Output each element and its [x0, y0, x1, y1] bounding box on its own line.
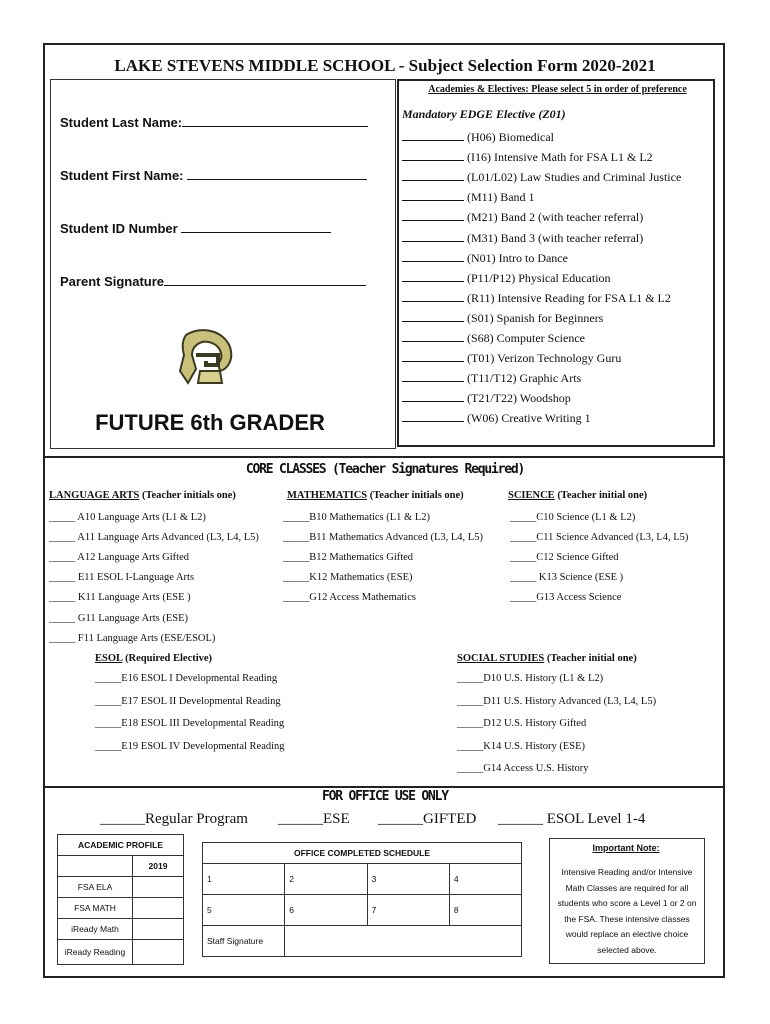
- elective-option[interactable]: [402, 391, 571, 406]
- office-use-title: FOR OFFICE USE ONLY: [322, 789, 448, 804]
- preference-blank[interactable]: [402, 151, 464, 161]
- program-regular[interactable]: ______Regular Program: [100, 811, 248, 827]
- elective-option[interactable]: [402, 150, 653, 165]
- science-heading: SCIENCE (Teacher initial one): [508, 490, 648, 501]
- elective-label: (R11) Intensive Reading for FSA L1 & L2: [467, 290, 671, 305]
- office-schedule-table: [202, 842, 522, 957]
- schedule-period[interactable]: 6: [285, 895, 367, 926]
- schedule-heading: OFFICE COMPLETED SCHEDULE: [203, 843, 522, 864]
- elective-label: (L01/L02) Law Studies and Criminal Justice: [467, 170, 682, 185]
- elective-option[interactable]: [402, 231, 643, 246]
- academic-profile-table: [57, 834, 184, 965]
- preference-blank[interactable]: [402, 252, 464, 262]
- preference-blank[interactable]: [402, 412, 464, 422]
- elective-label: (H06) Biomedical: [467, 130, 554, 144]
- elective-label: (M31) Band 3 (with teacher referral): [467, 230, 644, 245]
- mathematics-heading: MATHEMATICS (Teacher initials one): [287, 490, 464, 501]
- mathematics-option[interactable]: _____G12 Access Mathematics: [283, 592, 416, 604]
- last-name-label: Student Last Name:: [60, 115, 183, 130]
- language-arts-option[interactable]: _____ K11 Language Arts (ESE ): [49, 592, 191, 604]
- parent-signature-field[interactable]: [60, 273, 366, 289]
- language-arts-option[interactable]: _____ A10 Language Arts (L1 & L2): [49, 512, 206, 523]
- social-studies-option[interactable]: _____D11 U.S. History Advanced (L3, L4, L5): [457, 695, 657, 707]
- elective-label: (P11/P12) Physical Education: [467, 270, 611, 285]
- core-classes-title: CORE CLASSES (Teacher Signatures Required): [245, 462, 525, 477]
- language-arts-option[interactable]: _____ E11 ESOL I-Language Arts: [49, 572, 195, 584]
- mandatory-elective: Mandatory EDGE Elective (Z01): [402, 107, 566, 121]
- parent-signature-label: Parent Signature: [60, 274, 165, 289]
- esol-option[interactable]: _____E19 ESOL IV Developmental Reading: [95, 740, 285, 752]
- elective-label: (W06) Creative Writing 1: [467, 411, 591, 426]
- preference-blank[interactable]: [402, 312, 464, 322]
- profile-year: 2019: [133, 856, 184, 877]
- important-note-body: Intensive Reading and/or Intensive Math Classes are required for all students who score a Level 1 or 2 on the FSA. These intensive classes would replace an elective choice selected above.: [557, 867, 697, 955]
- electives-heading: Academies & Electives: Please select 5 in order of preference: [428, 84, 687, 95]
- profile-cell[interactable]: [133, 898, 184, 919]
- elective-option[interactable]: [402, 210, 643, 225]
- elective-option[interactable]: [402, 371, 581, 386]
- academic-profile-heading: ACADEMIC PROFILE: [58, 835, 184, 856]
- student-id-field[interactable]: [60, 220, 331, 236]
- profile-cell[interactable]: [133, 940, 184, 965]
- elective-label: (T01) Verizon Technology Guru: [467, 351, 622, 366]
- language-arts-heading: LANGUAGE ARTS (Teacher initials one): [49, 490, 236, 501]
- preference-blank[interactable]: [402, 392, 464, 402]
- important-note-title: Important Note:: [592, 843, 660, 853]
- elective-label: (T21/T22) Woodshop: [467, 391, 571, 406]
- program-ese[interactable]: ______ESE: [278, 811, 350, 827]
- elective-option[interactable]: [402, 251, 568, 266]
- schedule-period[interactable]: 3: [367, 864, 449, 895]
- form-title: LAKE STEVENS MIDDLE SCHOOL - Subject Selection Form 2020-2021: [114, 56, 656, 75]
- first-name-label: Student First Name:: [60, 168, 184, 183]
- preference-blank[interactable]: [402, 211, 464, 221]
- program-gifted[interactable]: ______GIFTED: [378, 811, 477, 827]
- mathematics-option[interactable]: _____B11 Mathematics Advanced (L3, L4, L5): [283, 532, 483, 544]
- staff-signature-field[interactable]: [285, 926, 522, 957]
- esol-option[interactable]: _____E16 ESOL I Developmental Reading: [95, 673, 278, 684]
- social-studies-heading: SOCIAL STUDIES (Teacher initial one): [457, 653, 637, 664]
- esol-option[interactable]: _____E18 ESOL III Developmental Reading: [95, 718, 285, 729]
- mathematics-option[interactable]: _____B10 Mathematics (L1 & L2): [283, 512, 430, 523]
- preference-blank[interactable]: [402, 332, 464, 342]
- elective-label: (T11/T12) Graphic Arts: [467, 371, 582, 386]
- schedule-period[interactable]: 4: [449, 864, 521, 895]
- schedule-period[interactable]: 8: [449, 895, 521, 926]
- last-name-field[interactable]: [60, 114, 368, 130]
- preference-blank[interactable]: [402, 372, 464, 382]
- science-option[interactable]: _____C10 Science (L1 & L2): [510, 512, 636, 523]
- student-id-label: Student ID Number: [60, 221, 178, 236]
- profile-row-label: iReady Reading: [58, 940, 133, 965]
- profile-row-label: iReady Math: [58, 919, 133, 940]
- elective-label: (M21) Band 2 (with teacher referral): [467, 210, 644, 225]
- first-name-field[interactable]: [60, 167, 367, 183]
- language-arts-option[interactable]: _____ A12 Language Arts Gifted: [49, 552, 189, 564]
- elective-label: (I16) Intensive Math for FSA L1 & L2: [467, 150, 653, 165]
- mathematics-option[interactable]: _____K12 Mathematics (ESE): [283, 572, 413, 584]
- language-arts-option[interactable]: _____ A11 Language Arts Advanced (L3, L4, L5): [49, 532, 259, 544]
- preference-blank[interactable]: [402, 292, 464, 302]
- social-studies-option[interactable]: _____G14 Access U.S. History: [457, 763, 589, 774]
- preference-blank[interactable]: [402, 272, 464, 282]
- mathematics-option[interactable]: _____B12 Mathematics Gifted: [283, 552, 414, 564]
- esol-option[interactable]: _____E17 ESOL II Developmental Reading: [95, 695, 281, 707]
- elective-option[interactable]: [402, 130, 554, 145]
- profile-row-label: FSA ELA: [58, 877, 133, 898]
- elective-option[interactable]: [402, 311, 603, 326]
- language-arts-option[interactable]: _____ F11 Language Arts (ESE/ESOL): [49, 632, 216, 644]
- preference-blank[interactable]: [402, 352, 464, 362]
- preference-blank[interactable]: [402, 232, 464, 242]
- elective-option[interactable]: [402, 331, 585, 346]
- staff-signature-label: Staff Signature: [203, 926, 285, 957]
- elective-label: (S68) Computer Science: [467, 331, 585, 345]
- science-option[interactable]: _____G13 Access Science: [510, 592, 622, 604]
- profile-row-label: FSA MATH: [58, 898, 133, 919]
- elective-option[interactable]: [402, 271, 611, 286]
- science-option[interactable]: _____C11 Science Advanced (L3, L4, L5): [510, 532, 689, 544]
- science-option[interactable]: _____ K13 Science (ESE ): [510, 572, 624, 584]
- elective-label: (N01) Intro to Dance: [467, 250, 568, 265]
- grade-label: FUTURE 6th GRADER: [95, 410, 325, 435]
- elective-label: (S01) Spanish for Beginners: [467, 310, 604, 325]
- spartan-helmet-logo: [172, 325, 238, 391]
- elective-option[interactable]: [402, 351, 621, 366]
- social-studies-option[interactable]: _____K14 U.S. History (ESE): [457, 740, 586, 752]
- elective-option[interactable]: [402, 170, 681, 185]
- profile-cell[interactable]: [133, 919, 184, 940]
- schedule-period[interactable]: 1: [203, 864, 285, 895]
- preference-blank[interactable]: [402, 191, 464, 201]
- profile-cell[interactable]: [133, 877, 184, 898]
- preference-blank[interactable]: [402, 171, 464, 181]
- schedule-period[interactable]: 2: [285, 864, 367, 895]
- preference-blank[interactable]: [402, 131, 464, 141]
- elective-label: (M11) Band 1: [467, 190, 535, 205]
- schedule-period[interactable]: 5: [203, 895, 285, 926]
- esol-heading: ESOL (Required Elective): [95, 653, 213, 664]
- program-esol[interactable]: ______ ESOL Level 1-4: [498, 811, 646, 827]
- social-studies-option[interactable]: _____D12 U.S. History Gifted: [457, 718, 587, 729]
- language-arts-option[interactable]: _____ G11 Language Arts (ESE): [49, 612, 189, 624]
- schedule-period[interactable]: 7: [367, 895, 449, 926]
- elective-option[interactable]: [402, 190, 535, 205]
- student-info-box: [50, 79, 396, 449]
- social-studies-option[interactable]: _____D10 U.S. History (L1 & L2): [457, 673, 604, 684]
- science-option[interactable]: _____C12 Science Gifted: [510, 552, 619, 564]
- elective-option[interactable]: [402, 291, 671, 306]
- elective-option[interactable]: [402, 411, 591, 426]
